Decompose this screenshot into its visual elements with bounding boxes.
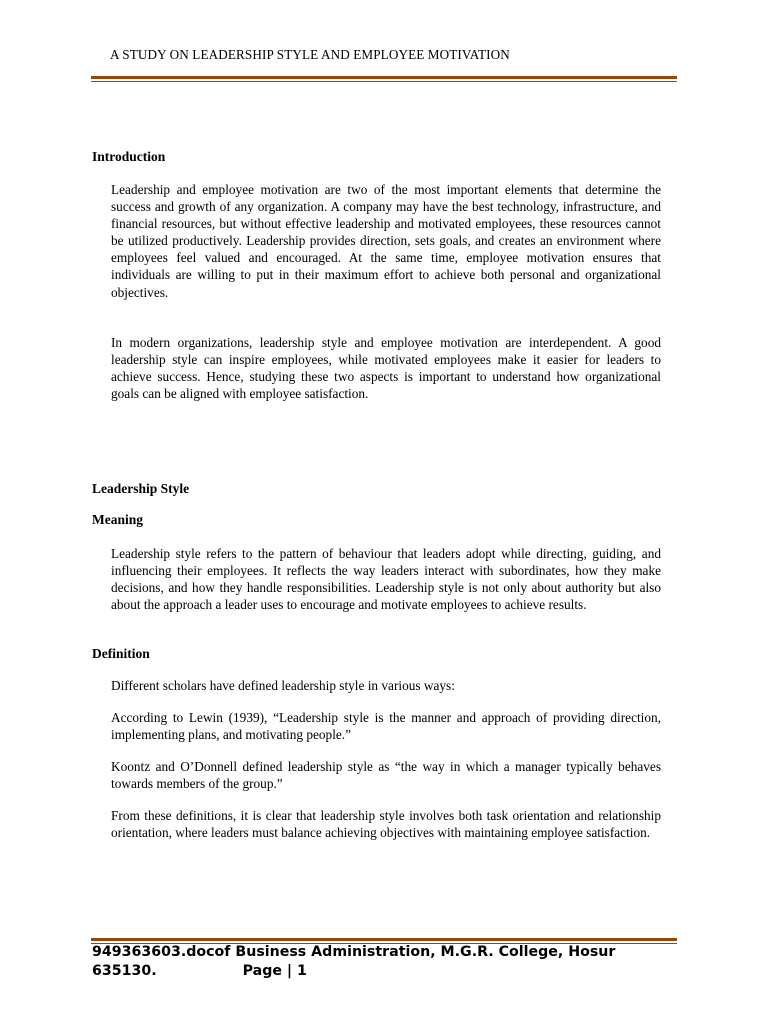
definition-lewin: According to Lewin (1939), “Leadership style is the manner and approach of providing direction, implementing plans, and motivating people.” [111, 710, 661, 743]
footer-line-2 [92, 962, 672, 981]
header-rule-thick [91, 76, 677, 79]
page-number: Page | 1 [242, 962, 307, 979]
meaning-heading: Meaning [92, 512, 144, 527]
definition-intro: Different scholars have defined leadership style in various ways: [111, 678, 455, 693]
meaning-paragraph: Leadership style refers to the pattern of behaviour that leaders adopt while directing, guiding, and influencing their employees. It reflects the way leaders interact with subordinates, how they make decisions, and how they handle responsibilities. Leadership style is not only about authority but also about the approach a leader uses to encourage and motivate employees to achieve results. [111, 546, 661, 613]
introduction-paragraph-2: In modern organizations, leadership style and employee motivation are interdependent. A good leadership style can inspire employees, while motivated employees make it easier for leaders to achieve success. Hence, studying these two aspects is important to understand how organizational goals can be aligned with employee satisfaction. [111, 335, 661, 402]
footer [92, 943, 672, 980]
definition-heading: Definition [92, 646, 150, 661]
introduction-paragraph-1: Leadership and employee motivation are two of the most important elements that determine the success and growth of any organization. A company may have the best technology, infrastructure, and financial resources, but without effective leadership and motivated employees, these resources cannot be utilized productively. Leadership provides direction, sets goals, and creates an environment where employees feel valued and encouraged. At the same time, employee motivation ensures that individuals are willing to put in their maximum effort to achieve both personal and organizational objectives. [111, 182, 661, 300]
leadership-style-heading: Leadership Style [92, 481, 190, 496]
footer-rule-thick [91, 938, 677, 941]
header-title: A STUDY ON LEADERSHIP STYLE AND EMPLOYEE MOTIVATION [110, 47, 510, 62]
definition-koontz: Koontz and O’Donnell defined leadership style as “the way in which a manager typically behaves towards members of the group.” [111, 759, 661, 792]
footer-postcode: 635130. [92, 962, 157, 979]
header-rule-thin [91, 81, 677, 82]
definition-conclusion: From these definitions, it is clear that leadership style involves both task orientation and relationship orientation, where leaders must balance achieving objectives with maintaining employee satisfaction. [111, 808, 661, 841]
footer-line-1: 949363603.docof Business Administration, M.G.R. College, Hosur [92, 944, 616, 960]
introduction-heading: Introduction [92, 149, 166, 164]
